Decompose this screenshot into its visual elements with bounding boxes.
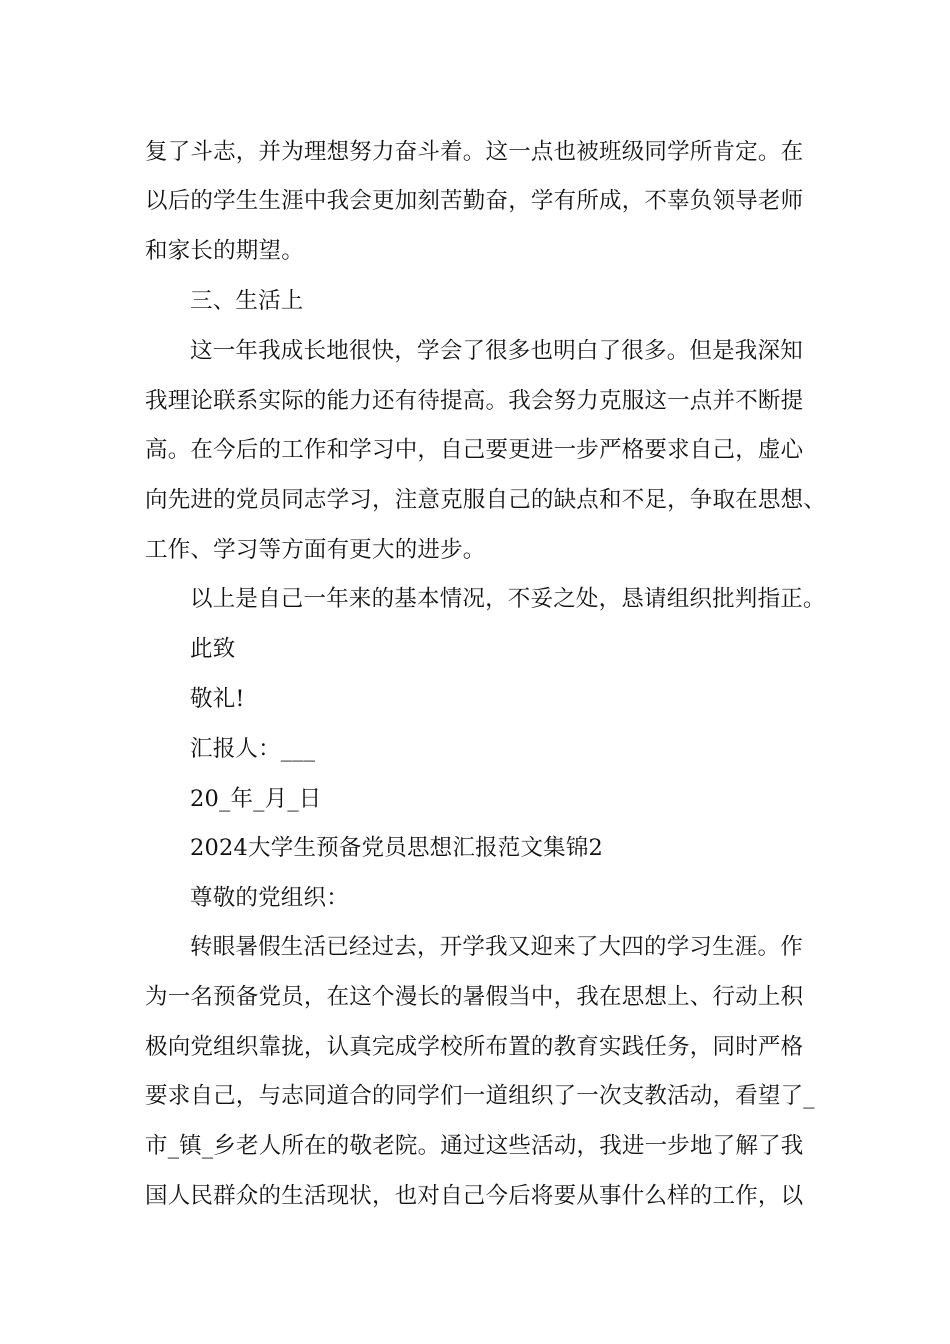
greeting: 尊敬的党组织：: [190, 885, 349, 911]
text-line: 高。在今后的工作和学习中，自己要更进一步严格要求自己，虚心: [145, 437, 804, 463]
text-line: 市_镇_乡老人所在的敬老院。通过这些活动，我进一步地了解了我: [145, 1133, 804, 1159]
text-line: 复了斗志，并为理想努力奋斗着。这一点也被班级同学所肯定。在: [145, 139, 804, 165]
text-line: 国人民群众的生活现状，也对自己今后将要从事什么样的工作，以: [145, 1183, 804, 1209]
text-line: 以后的学生生涯中我会更加刻苦勤奋，学有所成，不辜负领导老师: [145, 188, 804, 214]
text-line: 向先进的党员同志学习，注意克服自己的缺点和不足，争取在思想、: [145, 487, 827, 513]
text-line: 转眼暑假生活已经过去，开学我又迎来了大四的学习生涯。作: [190, 934, 803, 960]
text-line: 工作、学习等方面有更大的进步。: [145, 537, 486, 563]
article-title: 2024大学生预备党员思想汇报范文集锦2: [190, 835, 604, 861]
text-line: 这一年我成长地很快，学会了很多也明白了很多。但是我深知: [190, 338, 803, 364]
text-line: 极向党组织靠拢，认真完成学校所布置的教育实践任务，同时严格: [145, 1034, 804, 1060]
closing-regards: 敬礼!: [190, 686, 245, 712]
closing-salutation: 此致: [190, 636, 236, 662]
text-line: 以上是自己一年来的基本情况，不妥之处，恳请组织批判指正。: [190, 586, 826, 612]
text-line: 和家长的期望。: [145, 238, 304, 264]
reporter-line: 汇报人：___: [190, 736, 316, 762]
text-line: 为一名预备党员，在这个漫长的暑假当中，我在思想上、行动上积: [145, 984, 804, 1010]
text-line: 要求自己，与志同道合的同学们一道组织了一次支教活动，看望了_: [145, 1083, 815, 1109]
text-line: 我理论联系实际的能力还有待提高。我会努力克服这一点并不断提: [145, 388, 804, 414]
date-line: 20_年_月_日: [190, 786, 322, 812]
section-heading: 三、生活上: [190, 288, 304, 314]
